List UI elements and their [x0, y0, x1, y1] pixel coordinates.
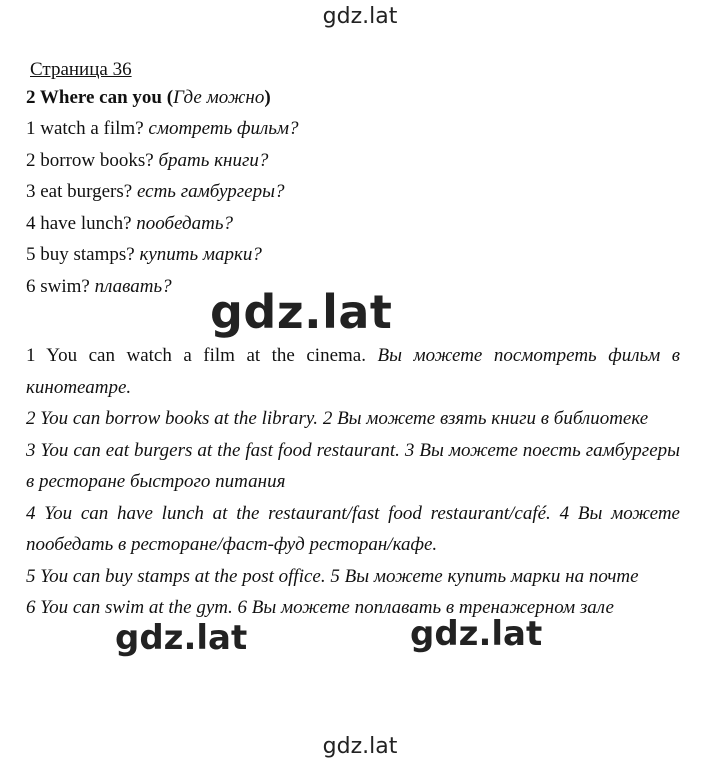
question-en: 4 have lunch? — [26, 212, 137, 234]
question-en: 5 buy stamps? — [26, 244, 140, 265]
answer-en: 4 You can have lunch at the restaurant/fast food restaurant/café. — [26, 502, 560, 524]
question-3 — [26, 176, 686, 208]
answer-en: 1 You can watch a film at the cinema. — [26, 345, 378, 366]
question-en: 3 eat burgers? — [26, 181, 137, 202]
document-body — [26, 58, 686, 302]
question-en: 2 borrow books? — [26, 149, 159, 171]
answer-5 — [26, 561, 680, 593]
answer-ru: 2 Вы можете взять книги в библиотеке — [322, 408, 649, 429]
heading-en: 2 Where can you ( — [26, 87, 174, 108]
watermark-top: gdz.lat — [322, 4, 398, 29]
question-2 — [26, 145, 686, 177]
question-ru: брать книги? — [158, 149, 269, 171]
answer-ru: 4 Вы можете пообедать в ресторане/фаст-фуд ресторан/кафе. — [26, 502, 680, 555]
answer-2 — [26, 403, 680, 435]
question-ru: купить марки? — [139, 244, 262, 265]
exercise-heading — [26, 82, 686, 113]
question-ru: есть гамбургеры? — [136, 181, 285, 202]
answer-ru: 5 Вы можете купить марки на почте — [330, 565, 639, 587]
question-5 — [26, 239, 686, 271]
question-en: 6 swim? — [26, 275, 95, 297]
answer-ru: 3 Вы можете поесть гамбургеры в ресторане быстрого питания — [26, 439, 681, 492]
watermark-bottom: gdz.lat — [322, 734, 398, 759]
page-label: Страница 36 — [30, 59, 132, 80]
question-4 — [26, 208, 686, 240]
question-en: 1 watch a film? — [26, 118, 149, 139]
watermark-mid-right: gdz.lat — [410, 614, 543, 654]
heading-close: ) — [264, 87, 271, 108]
heading-ru: Где можно — [173, 87, 265, 108]
question-ru: плавать? — [94, 275, 172, 297]
answers-section — [26, 340, 680, 624]
question-ru: пообедать? — [136, 212, 234, 234]
question-ru: смотреть фильм? — [148, 118, 299, 139]
answer-3 — [26, 435, 680, 498]
answer-en: 2 You can borrow books at the library. — [26, 408, 323, 429]
answer-en: 3 You can eat burgers at the fast food restaurant. — [26, 439, 405, 461]
question-1 — [26, 113, 686, 145]
answer-ru: 6 Вы можете поплавать в тренажерном зале — [237, 597, 614, 618]
watermark-center: gdz.lat — [210, 285, 393, 339]
answer-en: 6 You can swim at the gym. — [26, 597, 238, 618]
answer-en: 5 You can buy stamps at the post office. — [26, 565, 331, 587]
answer-ru: Вы можете посмотреть фильм в кинотеатре. — [26, 345, 680, 398]
watermark-mid-left: gdz.lat — [115, 618, 248, 658]
answer-4 — [26, 498, 680, 561]
answer-1 — [26, 340, 680, 403]
